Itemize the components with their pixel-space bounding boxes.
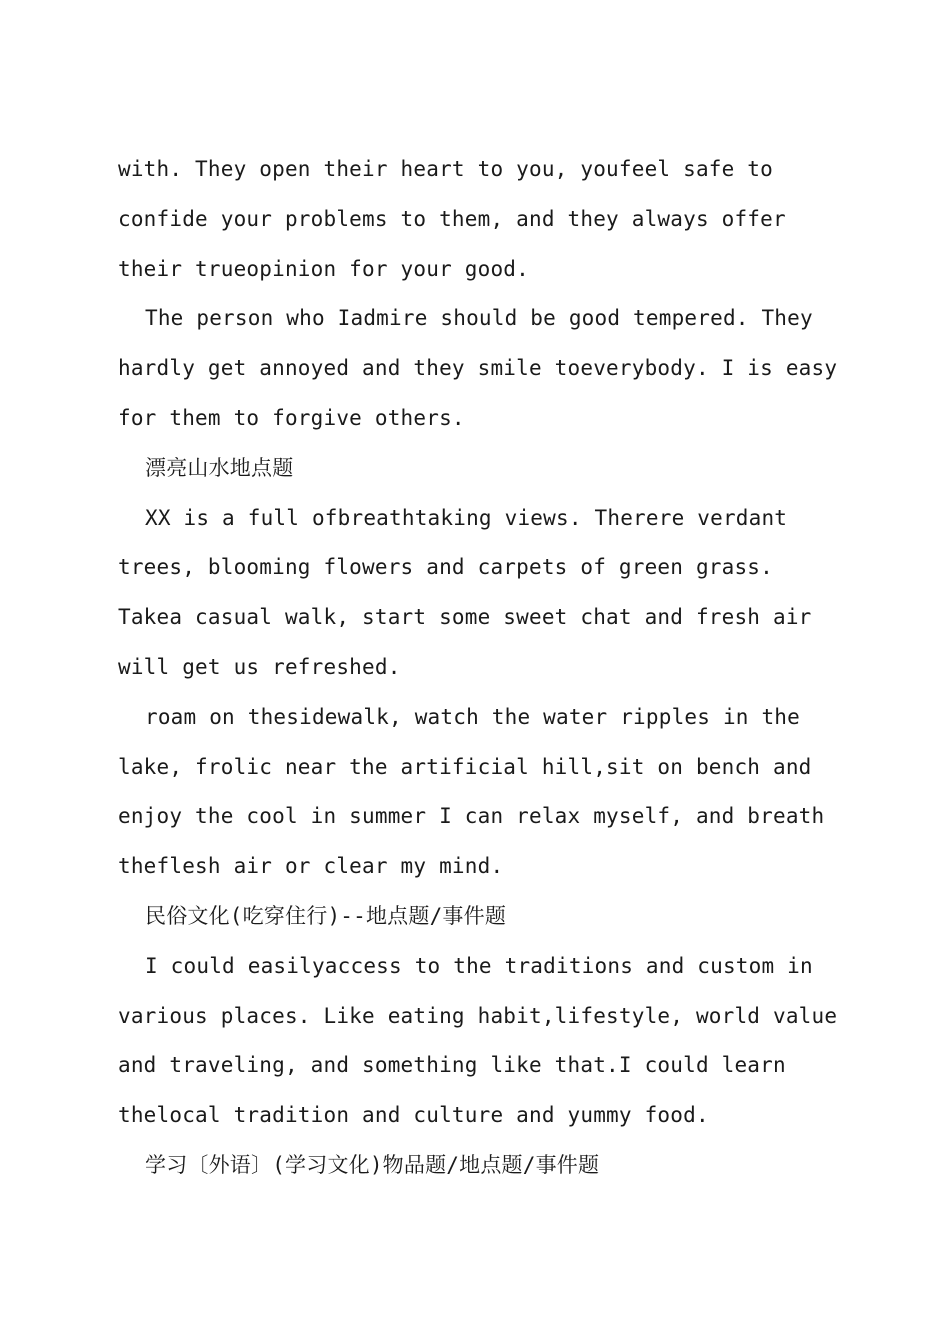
paragraph-line: roam on thesidewalk, watch the water ripples in the [145,704,800,729]
paragraph-line: Takea casual walk, start some sweet chat and fresh air [118,605,812,630]
paragraph-line: for them to forgive others. [118,405,465,430]
paragraph-line: confide your problems to them, and they always offer [118,206,786,231]
paragraph-line: their trueopinion for your good. [118,256,529,281]
paragraph-line: The person who Iadmire should be good tempered. They [145,306,813,331]
paragraph-line: with. They open their heart to you, youfeel safe to [118,157,773,181]
paragraph-line: enjoy the cool in summer I can relax myself, and breath [118,804,825,829]
paragraph-line: hardly get annoyed and they smile toeverybody. I is easy [118,356,838,381]
paragraph-line: lake, frolic near the artificial hill,sit on bench and [118,754,812,779]
paragraph-line: theflesh air or clear my mind. [118,854,504,879]
paragraph-line: and traveling, and something like that.I could learn [118,1053,786,1078]
document-body [118,145,838,1191]
paragraph-line: trees, blooming flowers and carpets of green grass. [118,555,773,580]
paragraph-line: various places. Like eating habit,lifestyle, world value [118,1003,838,1028]
paragraph-line: I could easilyaccess to the traditions and custom in [145,953,813,978]
section-heading: 学习〔外语〕(学习文化)物品题/地点题/事件题 [145,1152,600,1177]
paragraph-line: thelocal tradition and culture and yummy food. [118,1103,709,1128]
paragraph-line: XX is a full ofbreathtaking views. Therere verdant [145,505,788,530]
paragraph-line: will get us refreshed. [118,654,401,679]
section-heading: 民俗文化(吃穿住行)--地点题/事件题 [145,903,507,928]
section-heading: 漂亮山水地点题 [145,455,294,480]
